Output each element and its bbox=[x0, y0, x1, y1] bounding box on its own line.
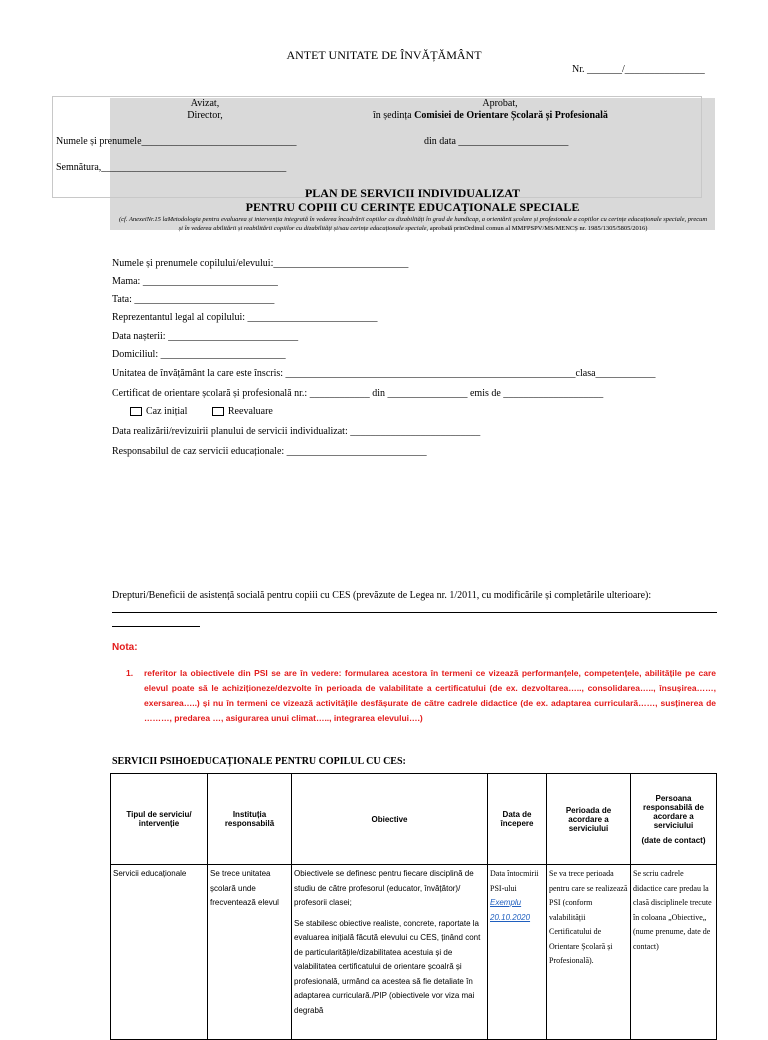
director-label: Director, bbox=[187, 110, 223, 121]
rights-fill-line[interactable] bbox=[112, 612, 717, 613]
nota-title: Nota: bbox=[112, 642, 138, 653]
case-reevaluation-checkbox[interactable] bbox=[212, 407, 224, 416]
nota-item-text: referitor la obiectivele din PSI se are în vedere: formularea acestora în termeni ce vizează performanțele, competențele, abilitățile pe care elevul poate să le achiziționeze/dezvolte în perioada de valabilitate a certificatului (de ex. dezvoltarea….., consolidarea….., însușirea……, exersarea…..) și nu în termeni ce vizează activitățile desfășurate de către cadrele didactice (de ex. adaptarea curriculară……, susținerea de ………, predarea …, asigurarea unui climat….., integrarea elevului….) bbox=[144, 668, 716, 723]
plan-title bbox=[110, 186, 715, 214]
case-reevaluation-option[interactable] bbox=[212, 406, 273, 417]
nota-item bbox=[126, 666, 716, 726]
header-title: ANTET UNITATE DE ÎNVĂȚĂMÂNT bbox=[286, 48, 482, 62]
services-table bbox=[110, 773, 717, 1040]
case-type-options bbox=[130, 406, 273, 417]
cell-start-date[interactable] bbox=[488, 865, 547, 1040]
document-number: Nr. _______/________________ bbox=[572, 64, 705, 75]
plan-title-line1: PLAN DE SERVICII INDIVIDUALIZAT bbox=[304, 186, 521, 200]
start-date-text: Data întocmirii PSI-ului bbox=[490, 869, 539, 893]
objectives-paragraph-2: Se stabilesc obiective realiste, concrete, raportate la evaluarea inițială făcută elevului cu CES, ținând cont de particularitățile/dizabilitatea acestuia și de valabilitatea certificatului de orientare școalră și profesională, urmând ca acestea să fie detaliate în adaptarea curriculară./PIP (obiectivele vor viza mai degrabă bbox=[294, 918, 481, 1015]
objectives-paragraph-1: Obiectivele se definesc pentru fiecare disciplină de studiu de către profesorul (educator, învățător)/ profesorii clasei; bbox=[294, 869, 474, 907]
header-responsible-label: Persoana responsabilă de acordare a serviciului bbox=[643, 793, 704, 830]
case-initial-option[interactable] bbox=[130, 406, 187, 417]
services-header-row bbox=[111, 774, 717, 865]
start-example-date[interactable]: 20.10.2020 bbox=[490, 912, 531, 922]
father-field[interactable]: Tata: ____________________________ bbox=[112, 294, 275, 305]
header-responsible bbox=[631, 774, 717, 865]
plan-title-line2: PENTRU COPIII CU CERINȚE EDUCAȚIONALE SPECIALE bbox=[245, 200, 580, 214]
cell-institution[interactable]: Se trece unitatea școlară unde frecventează elevul bbox=[208, 865, 292, 1040]
header-objectives: Obiective bbox=[292, 774, 488, 865]
plan-legal-note bbox=[118, 215, 708, 233]
case-reevaluation-label: Reevaluare bbox=[227, 406, 273, 417]
child-name-field[interactable]: Numele și prenumele copilului/elevului:___________________________ bbox=[112, 258, 409, 269]
rights-fill-line-short[interactable] bbox=[112, 626, 200, 627]
school-field[interactable]: Unitatea de învățământ la care este înscris: __________________________________________________________clasa____________ bbox=[112, 368, 656, 379]
mother-field[interactable]: Mama: ___________________________ bbox=[112, 276, 278, 287]
revision-date-field[interactable]: Data realizării/revizuirii planului de servicii individualizat: __________________________ bbox=[112, 426, 481, 437]
avizat-label: Avizat, bbox=[190, 98, 220, 109]
sedinta-prefix: în ședința bbox=[373, 110, 415, 121]
start-example-link[interactable]: Exemplu bbox=[490, 898, 522, 907]
signature-field[interactable]: Semnătura,_____________________________________ bbox=[56, 162, 287, 173]
aprobat-label: Aprobat, bbox=[482, 98, 518, 109]
approval-date-field[interactable]: din data ______________________ bbox=[424, 136, 569, 147]
header-responsible-contact: (date de contact) bbox=[641, 835, 706, 845]
header-period: Perioada de acordare a serviciului bbox=[547, 774, 631, 865]
plan-note-part1: (cf. AnexeiNr.15 laMetodologia pentru evaluarea și intervenția integrată în vederea încadrării copiilor cu dizabilități în grad de handicap, a orientării școlare și profesionale a copiilor cu cerințe educaționale speciale, precum și în vederea abilitării și reabilitării copiilor cu dizabilități și/sau cerințe educaționale speciale, bbox=[118, 216, 708, 232]
services-title: SERVICII PSIHOEDUCAȚIONALE PENTRU COPILUL CU CES: bbox=[112, 756, 406, 767]
domicile-field[interactable]: Domiciliul: _________________________ bbox=[112, 349, 286, 360]
birth-date-field[interactable]: Data nașterii: __________________________ bbox=[112, 331, 299, 342]
cell-period[interactable]: Se va trece perioada pentru care se realizează PSI (conform valabilității Certificatului de Orientare Școlară și Profesională). bbox=[547, 865, 631, 1040]
legal-rep-field[interactable]: Reprezentantul legal al copilului: __________________________ bbox=[112, 312, 378, 323]
table-row bbox=[111, 865, 717, 1040]
director-name-field[interactable]: Numele și prenumele_______________________________ bbox=[56, 136, 297, 147]
cell-service-type[interactable]: Servicii educaționale bbox=[111, 865, 208, 1040]
certificate-field[interactable]: Certificat de orientare școlară și profesională nr.: ____________ din ________________ emis de ____________________ bbox=[112, 388, 604, 399]
sedinta-text bbox=[373, 110, 608, 121]
cell-objectives[interactable] bbox=[292, 865, 488, 1040]
cell-responsible[interactable]: Se scriu cadrele didactice care predau la clasă disciplinele trecute în coloana „Obiective„ (nume prenume, date de contact) bbox=[631, 865, 717, 1040]
rights-text: Drepturi/Beneficii de asistență socială pentru copiii cu CES (prevăzute de Legea nr. 1/2011, cu modificările și completările ulterioare): bbox=[112, 590, 652, 601]
case-initial-label: Caz inițial bbox=[146, 406, 188, 417]
plan-note-part2: aprobată prinOrdinul comun al MMFPSPV/MS/MENCȘ nr. 1985/1305/5805/2016) bbox=[429, 225, 648, 232]
case-manager-field[interactable]: Responsabilul de caz servicii educaționale: ____________________________ bbox=[112, 446, 427, 457]
header-start-date: Data de începere bbox=[488, 774, 547, 865]
nota-item-number: 1. bbox=[126, 668, 134, 678]
header-service-type: Tipul de serviciu/ intervenție bbox=[111, 774, 208, 865]
case-initial-checkbox[interactable] bbox=[130, 407, 142, 416]
sedinta-commission: Comisiei de Orientare Școlară și Profesională bbox=[414, 110, 608, 121]
header-institution: Instituția responsabilă bbox=[208, 774, 292, 865]
